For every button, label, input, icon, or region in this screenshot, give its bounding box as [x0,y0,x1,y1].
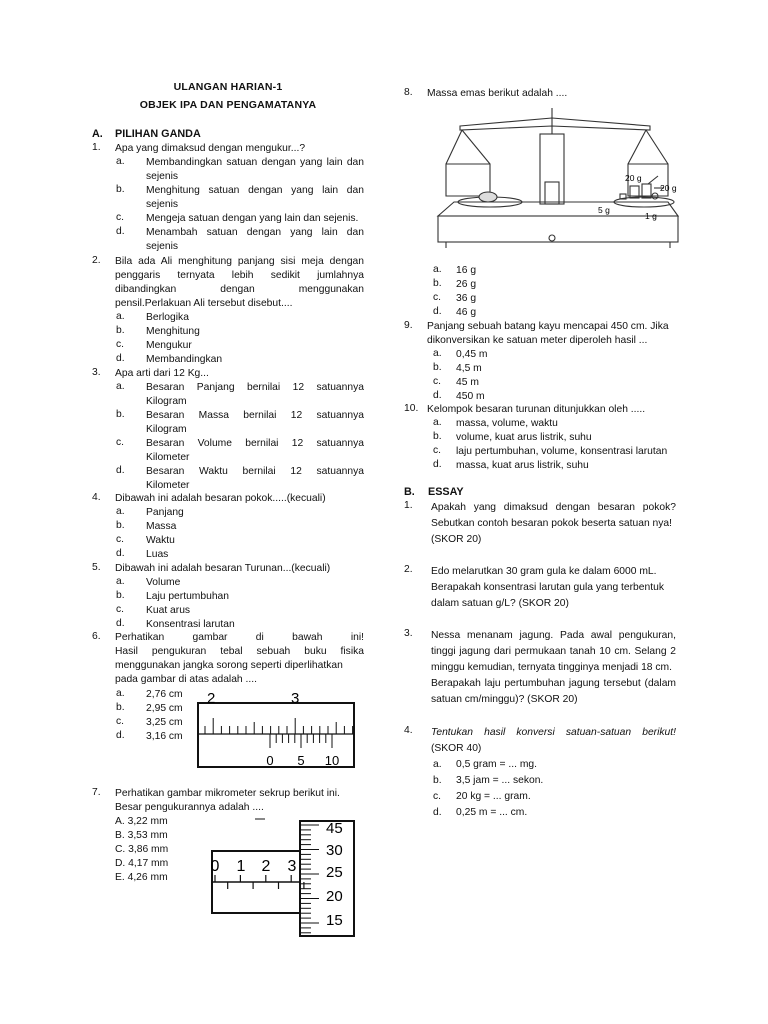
vernier-label: 10 [324,753,340,768]
question-text-line: dikonversikan ke satuan meter diperoleh hasil ... [427,335,648,346]
essay-4 [404,725,676,825]
question-9 [404,320,676,404]
option-text-cont: Kilogram [146,396,187,407]
option-text: Kuat arus [146,605,191,616]
question-text-line: satuan cm/minggu)? (SKOR 20) [431,694,578,705]
option-text: A. 3,22 mm [115,816,168,827]
option-label: d. [433,390,442,401]
question-number: 9. [404,320,413,331]
main-scale-label: 3 [291,691,300,707]
question-number: 5. [92,562,101,573]
question-number: 8. [404,87,413,98]
thimble-label: 30 [326,842,343,859]
question-text: Kelompok besaran turunan ditunjukkan oleh ..... [427,404,646,415]
option-text: volume, kuat arus listrik, suhu [456,432,592,443]
question-text-line: (SKOR 20) [431,534,482,545]
question-text-line: Bila ada Ali menghitung panjang sisi meja dengan [115,256,364,267]
option-label: c. [116,212,125,223]
question-1 [92,142,364,257]
section-a-letter: A. [92,128,103,140]
question-text-line: menggunakan jangka sorong seperti diperlihatkan [115,660,343,671]
option-label: c. [433,292,442,303]
exam-title: ULANGAN HARIAN-1 [173,81,283,93]
option-label: d. [433,306,442,317]
option-text: 16 g [456,265,477,276]
section-a-title: PILIHAN GANDA [115,128,201,140]
question-number: 4. [404,725,413,736]
question-number: 2. [404,564,413,575]
question-text-line: minggu kemudian, ternyata tingginya menjadi 18 cm. [431,662,672,673]
vernier-label: 0 [266,753,274,768]
option-text: Menghitung [146,326,200,337]
option-text: Besaran Volume bernilai 12 satuannya [146,438,364,449]
question-text-line: Hasil pengukuran tebal sebuah buku fisika [115,646,364,657]
exam-subtitle: OBJEK IPA DAN PENGAMATANYA [139,99,317,111]
question-3 [92,367,364,497]
option-text: 450 m [456,391,485,402]
question-text: Apa arti dari 12 Kg... [115,368,209,379]
option-text: Konsentrasi larutan [146,619,235,630]
option-label: a. [116,381,125,392]
left-pan-enclosure [446,164,490,196]
question-text-line: Berapakah laju pertumbuhan jagung tersebut (dalam [431,678,676,689]
option-text-cont: sejenis [146,171,179,182]
sleeve-label: 0 [210,858,220,875]
question-number: 2. [92,255,101,266]
option-text: Membandingkan satuan dengan yang lain dan [146,157,364,168]
question-text-line: Apakah yang dimaksud dengan besaran pokok? [431,502,676,513]
option-label: c. [433,791,442,802]
question-text: Apa yang dimaksud dengan mengukur...? [115,143,306,154]
question-6 [92,631,364,771]
option-text: 26 g [456,279,477,290]
option-label: a. [116,506,125,517]
option-text: Massa [146,521,177,532]
option-text: 0,45 m [456,349,488,360]
option-text: D. 4,17 mm [115,858,169,869]
option-text: Besaran Massa bernilai 12 satuannya [146,410,364,421]
question-text-line: Besar pengukurannya adalah .... [115,802,264,813]
gold-object [479,192,497,202]
question-text: Dibawah ini adalah besaran pokok.....(kecuali) [115,493,326,504]
option-text-cont: sejenis [146,199,179,210]
section-b-title: ESSAY [428,486,464,498]
option-label: d. [116,353,125,364]
option-text: 3,16 cm [146,731,183,742]
option-text: 2,76 cm [146,689,183,700]
option-text: 45 m [456,377,479,388]
balance-scale-figure [432,104,682,254]
option-text: 20 kg = ... gram. [456,791,531,802]
thimble-label: 45 [326,820,343,837]
option-text: Besaran Waktu bernilai 12 satuannya [146,466,364,477]
right-hanger [646,130,668,164]
option-label: a. [116,576,125,587]
option-text: 4,5 m [456,363,482,374]
question-number: 4. [92,492,101,503]
option-text: 36 g [456,293,477,304]
question-text-line: penggaris ternyata lebih sedikit jumlahnya [115,270,364,281]
option-text: 46 g [456,307,477,318]
question-text-line: pensil.Perlakuan Ali tersebut disebut.... [115,298,293,309]
question-5 [92,562,364,632]
option-label: d. [116,548,125,559]
question-text-line: (SKOR 40) [431,743,482,754]
question-text-line: Edo melarutkan 30 gram gula ke dalam 6000 mL. [431,566,657,577]
option-label: c. [433,376,442,387]
option-label: a. [116,688,125,699]
balance-drawing [438,108,678,248]
option-text: Menghitung satuan dengan yang lain dan [146,185,364,196]
question-text: Massa emas berikut adalah .... [427,88,568,99]
option-label: b. [433,278,442,289]
option-label: b. [116,590,125,601]
option-text: Waktu [146,535,175,546]
option-text-cont: Kilometer [146,480,190,491]
vernier-caliper-figure [197,691,357,771]
option-label: b. [116,184,125,195]
option-label: a. [116,156,125,167]
option-label: b. [116,325,125,336]
question-7 [92,787,364,937]
question-10 [404,403,676,473]
balance-column [540,134,564,204]
question-text-line: tinggi jagung dari permukaan tanah 10 cm. Selang 2 [431,646,676,657]
option-text: Mengeja satuan dengan yang lain dan sejenis. [146,213,359,224]
option-text: Berlogika [146,312,189,323]
weight-label: 20 g [660,183,677,193]
option-label: c. [116,437,125,448]
option-label: d. [116,618,125,629]
option-text-cont: Kilogram [146,424,187,435]
option-label: c. [116,339,125,350]
question-number: 7. [92,787,101,798]
vernier-scale-ticks [270,734,332,748]
option-text: Mengukur [146,340,192,351]
question-text-line: dibandingkan dengan menggunakan [115,284,364,295]
thimble-label: 20 [326,888,343,905]
sleeve-label: 3 [287,858,297,875]
option-label: a. [433,348,442,359]
option-text: Besaran Panjang bernilai 12 satuannya [146,382,364,393]
section-b-letter: B. [404,486,415,498]
option-label: c. [116,604,125,615]
question-number: 1. [404,500,413,511]
question-number: 6. [92,631,101,642]
question-number: 10. [404,403,419,414]
main-scale-ticks [205,718,353,734]
balance-base-front [438,216,678,242]
option-text: 0,5 gram = ... mg. [456,759,537,770]
option-text: C. 3,86 mm [115,844,169,855]
vernier-label: 5 [297,753,305,768]
option-label: d. [116,226,125,237]
option-text-cont: sejenis [146,241,179,252]
option-text: Luas [146,549,169,560]
option-text: massa, kuat arus listrik, suhu [456,460,589,471]
weight-label: 5 g [598,205,610,215]
question-2 [92,255,364,370]
essay-3 [404,628,676,708]
question-text-line: Berapakah konsentrasi larutan gula yang terbentuk [431,582,664,593]
option-text: Menambah satuan dengan yang lain dan [146,227,364,238]
option-label: d. [433,459,442,470]
option-label: b. [116,702,125,713]
weight-label: 1 g [645,211,657,221]
thimble-label: 25 [326,864,343,881]
question-number: 1. [92,142,101,153]
option-label: d. [116,730,125,741]
micrometer-figure [207,815,357,937]
question-text: Dibawah ini adalah besaran Turunan...(kecuali) [115,563,331,574]
option-text: massa, volume, waktu [456,418,558,429]
left-hanger [462,130,490,164]
balance-beam [460,118,650,130]
option-text: Panjang [146,507,184,518]
essay-2 [404,564,676,610]
option-label: d. [433,807,442,818]
question-number: 3. [92,367,101,378]
question-text-line: Perhatikan gambar di bawah ini! [115,632,364,643]
option-text: Laju pertumbuhan [146,591,230,602]
option-text: E. 4,26 mm [115,872,168,883]
option-label: c. [433,445,442,456]
right-hanger [628,130,646,164]
option-text: laju pertumbuhan, volume, konsentrasi larutan [456,446,668,457]
left-hanger [446,130,462,164]
question-number: 3. [404,628,413,639]
question-text-line: Tentukan hasil konversi satuan-satuan berikut! [431,727,676,738]
question-text-line: Perhatikan gambar mikrometer sekrup berikut ini. [115,788,340,799]
weight-label: 20 g [625,173,642,183]
option-label: a. [116,311,125,322]
option-text: B. 3,53 mm [115,830,168,841]
thimble-label: 15 [326,912,343,929]
essay-1 [404,500,676,546]
sleeve-label: 2 [261,858,271,875]
question-text-line: dalam satuan g/L? (SKOR 20) [431,598,569,609]
question-text-line: Sebutkan contoh besaran pokok beserta satuan nya! [431,518,673,529]
option-label: d. [116,465,125,476]
option-label: b. [433,431,442,442]
question-text-line: pada gambar di atas adalah .... [115,674,257,685]
label-leader [648,176,658,184]
balance-column-window [545,182,559,204]
option-text-cont: Kilometer [146,452,190,463]
option-label: b. [116,520,125,531]
option-text: Volume [146,577,181,588]
option-label: c. [116,716,125,727]
option-label: a. [433,759,442,770]
option-label: b. [433,775,442,786]
balance-knob [549,235,555,241]
question-4 [92,492,364,562]
option-label: a. [433,264,442,275]
option-text: Membandingkan [146,354,223,365]
option-text: 3,25 cm [146,717,183,728]
option-label: b. [116,409,125,420]
option-label: a. [433,417,442,428]
question-text-line: Nessa menanam jagung. Pada awal pengukuran, [431,630,676,641]
sleeve-label: 1 [236,858,246,875]
main-scale-label: 2 [207,691,216,707]
option-label: c. [116,534,125,545]
question-text-line: Panjang sebuah batang kayu mencapai 450 cm. Jika [427,321,669,332]
option-text: 3,5 jam = ... sekon. [456,775,544,786]
option-label: b. [433,362,442,373]
option-text: 2,95 cm [146,703,183,714]
question-8 [404,87,676,319]
option-text: 0,25 m = ... cm. [456,807,528,818]
